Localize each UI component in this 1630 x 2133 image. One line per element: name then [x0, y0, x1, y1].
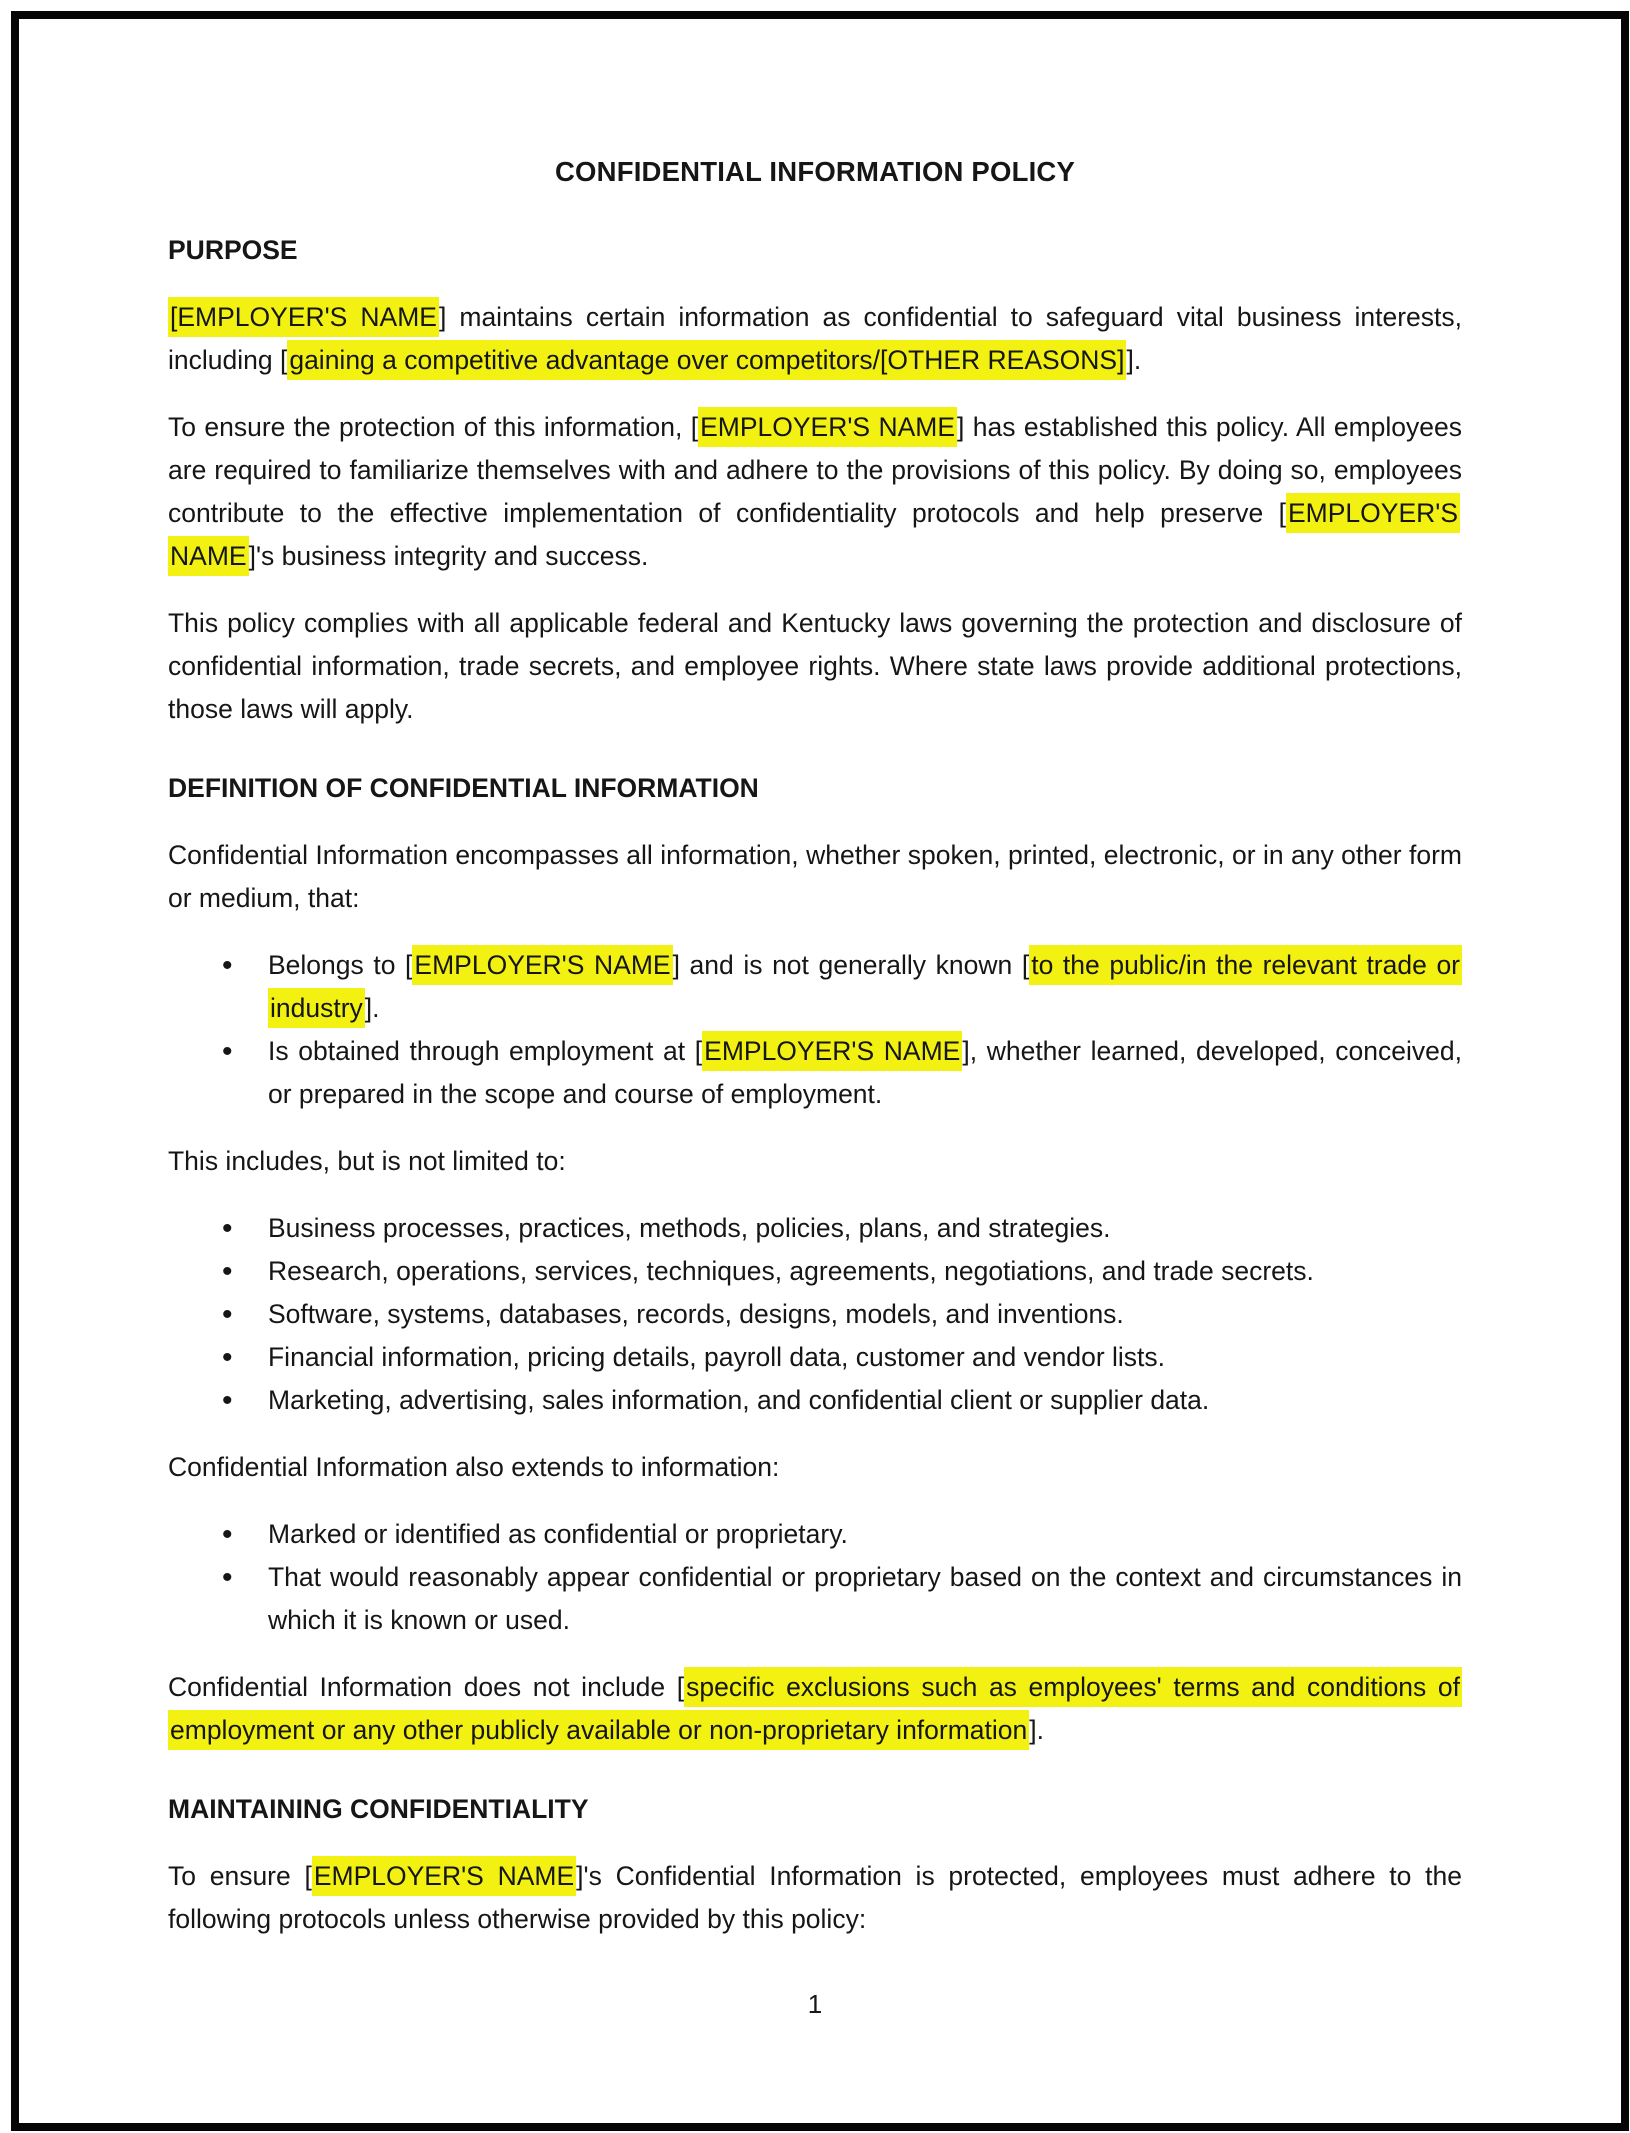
text-run: To ensure [: [168, 1861, 312, 1891]
highlighted-placeholder: EMPLOYER'S NAME: [312, 1856, 576, 1896]
list-item: [222, 944, 1462, 1030]
text-run: Marketing, advertising, sales information, and confidential client or supplier data.: [268, 1385, 1210, 1415]
list-item: [222, 1207, 1462, 1250]
highlighted-placeholder: EMPLOYER'S NAME: [168, 493, 1460, 576]
list-item: [222, 1336, 1462, 1379]
text-run: ], whether learned, developed, conceived, or prepared in the scope and course of employment.: [268, 1036, 1462, 1109]
bullet-list: [168, 944, 1462, 1116]
text-run: ] has established this policy. All employees are required to familiarize themselves with and adhere to the provisions of this policy. By doing so, employees contribute to the effective implementation of confidentiality protocols and help preserve [: [168, 412, 1462, 528]
paragraph: [168, 296, 1462, 382]
paragraph: [168, 1855, 1462, 1941]
highlighted-placeholder: to the public/in the relevant trade or industry: [268, 945, 1462, 1028]
text-run: Research, operations, services, techniques, agreements, negotiations, and trade secrets.: [268, 1256, 1314, 1286]
text-run: ].: [1126, 345, 1142, 375]
page-number: 1: [807, 1989, 823, 2019]
text-run: This policy complies with all applicable federal and Kentucky laws governing the protection and disclosure of confidential information, trade secrets, and employee rights. Where state laws provide additional protections, those laws will apply.: [168, 608, 1462, 724]
paragraph: [168, 834, 1462, 920]
text-run: Confidential Information also extends to information:: [168, 1452, 780, 1482]
section-heading: DEFINITION OF CONFIDENTIAL INFORMATION: [168, 773, 759, 803]
section-heading: MAINTAINING CONFIDENTIALITY: [168, 1794, 589, 1824]
list-item: [222, 1293, 1462, 1336]
text-run: Is obtained through employment at [: [268, 1036, 703, 1066]
text-run: ].: [364, 993, 380, 1023]
highlighted-placeholder: gaining a competitive advantage over competitors/[OTHER REASONS]: [287, 340, 1126, 380]
text-run: ].: [1029, 1715, 1044, 1745]
text-run: Business processes, practices, methods, policies, plans, and strategies.: [268, 1213, 1111, 1243]
text-run: Confidential Information does not include [: [168, 1672, 685, 1702]
highlighted-placeholder: EMPLOYER'S NAME: [702, 1031, 962, 1071]
paragraph: [168, 1666, 1462, 1752]
section-heading: PURPOSE: [168, 235, 298, 265]
text-run: To ensure the protection of this information, [: [168, 412, 699, 442]
list-item: [222, 1030, 1462, 1116]
highlighted-placeholder: EMPLOYER'S NAME: [412, 945, 672, 985]
highlighted-placeholder: specific exclusions such as employees' terms and conditions of employment or any other publicly available or non-proprietary information: [168, 1667, 1462, 1750]
text-run: ] maintains certain information as confidential to safeguard vital business interests, including [: [168, 302, 1462, 375]
document-body: [168, 229, 1462, 1941]
text-run: That would reasonably appear confidential or proprietary based on the context and circumstances in which it is known or used.: [268, 1562, 1462, 1635]
text-run: Belongs to [: [268, 950, 413, 980]
document-title: CONFIDENTIAL INFORMATION POLICY: [554, 156, 1076, 187]
paragraph: [168, 602, 1462, 731]
text-run: Financial information, pricing details, payroll data, customer and vendor lists.: [268, 1342, 1166, 1372]
text-run: Confidential Information encompasses all information, whether spoken, printed, electronic, or in any other form or medium, that:: [168, 840, 1462, 913]
paragraph: [168, 1446, 1462, 1489]
bullet-list: [168, 1513, 1462, 1642]
list-item: [222, 1556, 1462, 1642]
list-item: [222, 1250, 1462, 1293]
text-run: ] and is not generally known [: [672, 950, 1030, 980]
text-run: This includes, but is not limited to:: [168, 1146, 566, 1176]
paragraph: [168, 1140, 1462, 1183]
list-item: [222, 1513, 1462, 1556]
highlighted-placeholder: [EMPLOYER'S NAME: [168, 297, 439, 337]
highlighted-placeholder: EMPLOYER'S NAME: [698, 407, 957, 447]
paragraph: [168, 406, 1462, 578]
text-run: ]'s Confidential Information is protected, employees must adhere to the following protocols unless otherwise provided by this policy:: [168, 1861, 1462, 1934]
text-run: Marked or identified as confidential or proprietary.: [268, 1519, 848, 1549]
list-item: [222, 1379, 1462, 1422]
text-run: ]'s business integrity and success.: [248, 541, 649, 571]
bullet-list: [168, 1207, 1462, 1422]
text-run: Software, systems, databases, records, designs, models, and inventions.: [268, 1299, 1124, 1329]
